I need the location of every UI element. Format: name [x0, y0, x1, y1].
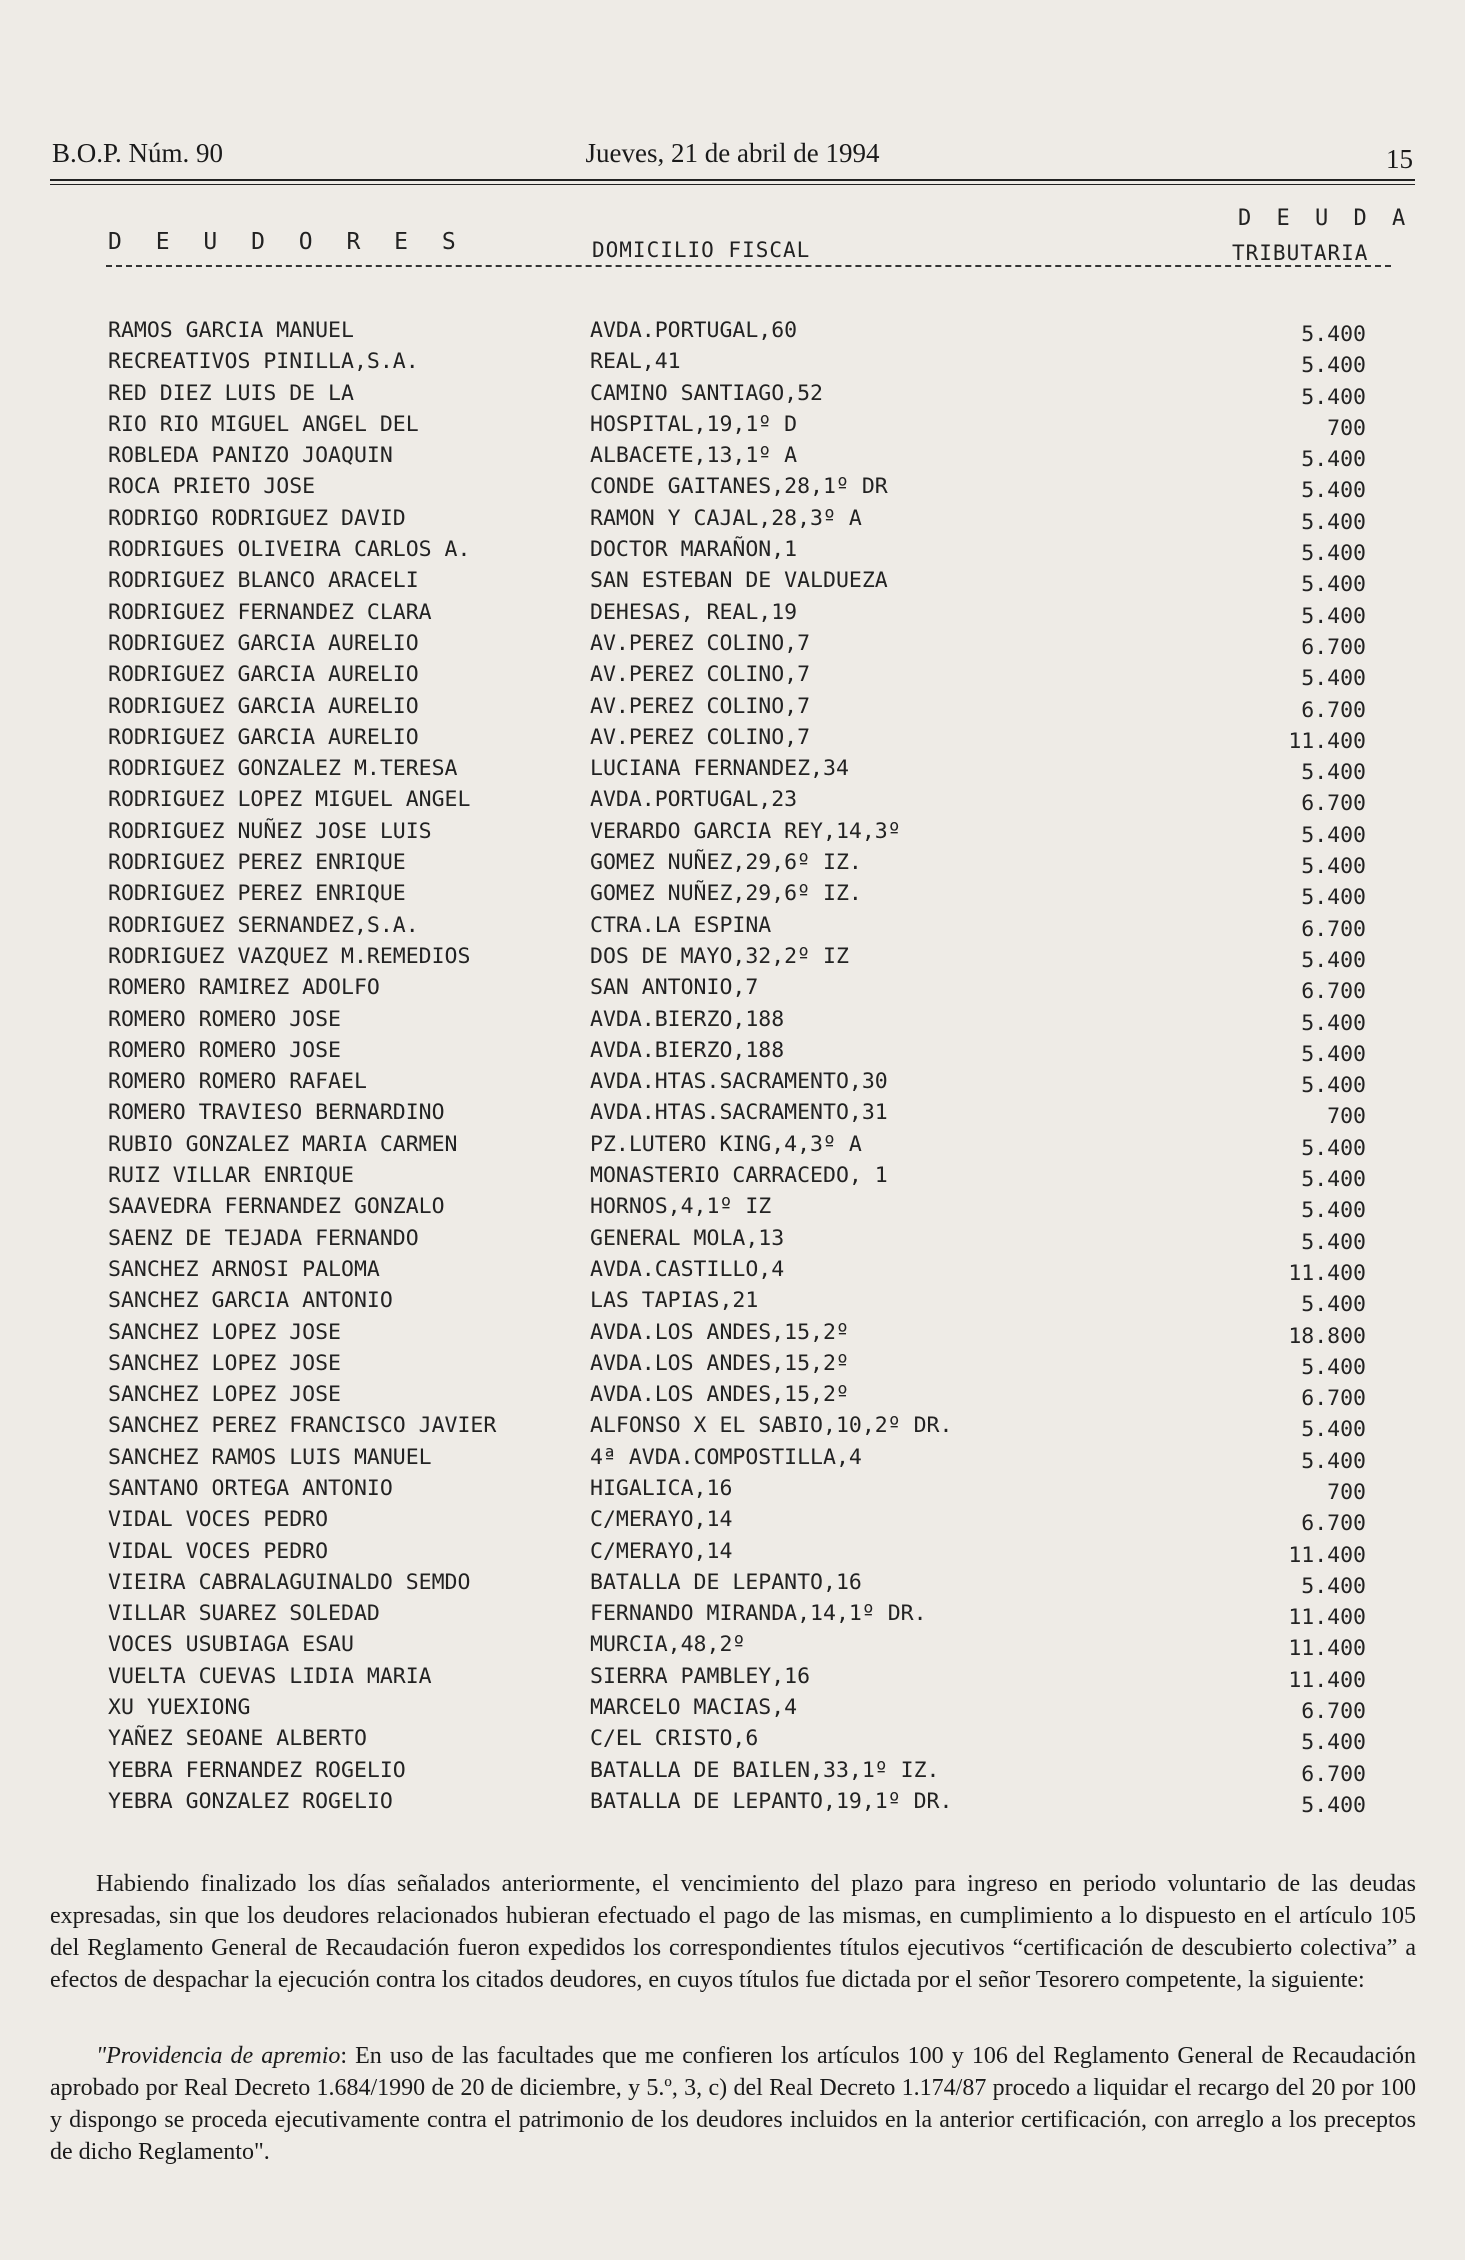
table-row [108, 818, 1366, 850]
debt-amount: 11.400 [1288, 1667, 1366, 1693]
debt-amount: 11.400 [1288, 1542, 1366, 1568]
debtor-address: AVDA.LOS ANDES,15,2º [590, 1350, 849, 1376]
debtor-address: C/MERAYO,14 [590, 1507, 733, 1533]
debtor-name: SANCHEZ PEREZ FRANCISCO JAVIER [108, 1413, 497, 1439]
debt-amount: 5.400 [1301, 1229, 1366, 1255]
debtor-address: HIGALICA,16 [590, 1475, 733, 1501]
debtor-name: RODRIGUEZ PEREZ ENRIQUE [108, 881, 406, 907]
debt-amount: 5.400 [1301, 1292, 1366, 1318]
table-row [108, 1037, 1366, 1069]
debt-amount: 6.700 [1301, 1386, 1366, 1412]
debtor-address: LAS TAPIAS,21 [590, 1288, 759, 1314]
debtor-address: MONASTERIO CARRACEDO, 1 [590, 1163, 888, 1189]
table-row [108, 474, 1366, 505]
table-row [108, 1100, 1366, 1131]
debt-amount: 5.400 [1301, 1135, 1366, 1161]
debtor-table [108, 318, 1366, 1820]
debt-amount: 11.400 [1288, 1605, 1366, 1631]
debtor-address: VERARDO GARCIA REY,14,3º [590, 818, 901, 844]
table-row [108, 1475, 1366, 1507]
debtor-name: RODRIGUEZ VAZQUEZ M.REMEDIOS [108, 943, 471, 969]
debtor-address: AVDA.BIERZO,188 [590, 1006, 785, 1032]
debtor-address: PZ.LUTERO KING,4,3º A [590, 1131, 862, 1157]
debtor-address: AV.PEREZ COLINO,7 [590, 630, 811, 656]
table-row [108, 318, 1366, 349]
debtor-name: RODRIGUEZ FERNANDEZ CLARA [108, 599, 432, 625]
debtor-address: C/MERAYO,14 [590, 1538, 733, 1564]
debt-amount: 5.400 [1301, 1167, 1366, 1193]
debtor-name: RUIZ VILLAR ENRIQUE [108, 1163, 354, 1189]
debtor-address: 4ª AVDA.COMPOSTILLA,4 [590, 1444, 862, 1470]
debtor-address: BATALLA DE LEPANTO,19,1º DR. [590, 1788, 953, 1814]
debtor-address: LUCIANA FERNANDEZ,34 [590, 756, 849, 782]
table-row [108, 1225, 1366, 1257]
debt-amount: 5.400 [1301, 509, 1366, 535]
table-row [108, 1601, 1366, 1632]
debtor-address: AV.PEREZ COLINO,7 [590, 693, 811, 719]
debtor-name: RODRIGUEZ GONZALEZ M.TERESA [108, 756, 458, 782]
debt-amount: 6.700 [1301, 791, 1366, 817]
debt-amount: 5.400 [1301, 384, 1366, 410]
debtor-address: AVDA.PORTUGAL,60 [590, 318, 798, 343]
table-row [108, 1069, 1366, 1100]
debtor-name: RODRIGUEZ GARCIA AURELIO [108, 724, 419, 750]
debt-amount: 5.400 [1301, 666, 1366, 692]
debt-amount: 5.400 [1301, 1010, 1366, 1036]
debt-amount: 5.400 [1301, 478, 1366, 504]
debtor-name: RODRIGUEZ BLANCO ARACELI [108, 568, 419, 594]
header-rule-thin [50, 184, 1415, 185]
debtor-name: RODRIGO RODRIGUEZ DAVID [108, 505, 406, 531]
debt-amount: 5.400 [1301, 854, 1366, 880]
debtor-address: AV.PEREZ COLINO,7 [590, 724, 811, 750]
debt-amount: 5.400 [1301, 322, 1366, 347]
debtor-address: GOMEZ NUÑEZ,29,6º IZ. [590, 850, 862, 876]
table-row [108, 568, 1366, 599]
debtor-name: VUELTA CUEVAS LIDIA MARIA [108, 1663, 432, 1689]
debtor-address: AVDA.HTAS.SACRAMENTO,31 [590, 1100, 888, 1126]
debtor-address: BATALLA DE BAILEN,33,1º IZ. [590, 1757, 940, 1783]
debt-amount: 6.700 [1301, 697, 1366, 723]
debtor-name: ROMERO TRAVIESO BERNARDINO [108, 1100, 445, 1126]
debtor-name: ROMERO ROMERO RAFAEL [108, 1069, 367, 1095]
debtor-address: REAL,41 [590, 349, 681, 375]
debt-amount: 5.400 [1301, 353, 1366, 379]
debt-amount: 6.700 [1301, 1761, 1366, 1787]
table-row [108, 1507, 1366, 1538]
debtor-address: MURCIA,48,2º [590, 1632, 746, 1658]
debtor-name: ROBLEDA PANIZO JOAQUIN [108, 443, 393, 469]
debtor-name: SANCHEZ LOPEZ JOSE [108, 1350, 341, 1376]
debtor-name: RODRIGUES OLIVEIRA CARLOS A. [108, 537, 471, 563]
debt-amount: 18.800 [1288, 1323, 1366, 1349]
table-row [108, 443, 1366, 474]
debt-amount: 5.400 [1301, 1198, 1366, 1224]
table-row [108, 881, 1366, 912]
table-row [108, 662, 1366, 693]
debtor-name: YEBRA GONZALEZ ROGELIO [108, 1788, 393, 1814]
debtor-name: RAMOS GARCIA MANUEL [108, 318, 354, 343]
debtor-address: CAMINO SANTIAGO,52 [590, 380, 823, 406]
debtor-address: ALBACETE,13,1º A [590, 443, 798, 469]
table-row [108, 1757, 1366, 1789]
debtor-address: GOMEZ NUÑEZ,29,6º IZ. [590, 881, 862, 907]
debt-amount: 6.700 [1301, 1699, 1366, 1725]
debtor-name: RODRIGUEZ NUÑEZ JOSE LUIS [108, 818, 432, 844]
debtor-name: ROMERO ROMERO JOSE [108, 1006, 341, 1032]
debtor-address: BATALLA DE LEPANTO,16 [590, 1569, 862, 1595]
providencia-text: : En uso de las facultades que me confieren los artículos 100 y 106 del Reglamento General de Recaudación aprobado por Real Decreto 1.684/1990 de 20 de diciembre, y 5.º, 3, c) del Real Decreto 1.174/87 procedo a liquidar el recargo del 20 por 100 y dispongo se proceda ejecutivamente contra el patrimonio de los deudores incluidos en la anterior certificación, con arreglo a los preceptos de dicho Reglamento". [50, 2043, 1417, 2165]
debtor-address: MARCELO MACIAS,4 [590, 1695, 798, 1721]
debt-amount: 5.400 [1301, 1041, 1366, 1067]
table-row [108, 1163, 1366, 1194]
debtor-name: RODRIGUEZ GARCIA AURELIO [108, 662, 419, 688]
debt-amount: 5.400 [1301, 572, 1366, 598]
debt-amount: 5.400 [1301, 1792, 1366, 1818]
table-row [108, 1726, 1366, 1757]
page-header [52, 138, 1413, 178]
debtor-address: DOS DE MAYO,32,2º IZ [590, 943, 849, 969]
debtor-name: VIEIRA CABRALAGUINALDO SEMDO [108, 1569, 471, 1595]
table-row [108, 1350, 1366, 1382]
table-row [108, 1194, 1366, 1225]
table-row [108, 380, 1366, 412]
debtor-name: SANCHEZ GARCIA ANTONIO [108, 1288, 393, 1314]
debtor-name: VOCES USUBIAGA ESAU [108, 1632, 354, 1658]
debt-amount: 5.400 [1301, 1073, 1366, 1099]
table-row [108, 411, 1366, 443]
table-row [108, 1006, 1366, 1038]
debtor-name: SANCHEZ LOPEZ JOSE [108, 1382, 341, 1408]
debtor-address: HOSPITAL,19,1º D [590, 411, 798, 437]
debtor-address: FERNANDO MIRANDA,14,1º DR. [590, 1601, 927, 1627]
table-row [108, 912, 1366, 944]
debtor-address: CTRA.LA ESPINA [590, 912, 772, 938]
closing-paragraph: Habiendo finalizado los días señalados anteriormente, el vencimiento del plazo para ingreso en periodo voluntario de las deudas expresadas, sin que los deudores relacionados hubieran efectuado el pago de las mismas, en cumplimiento a lo dispuesto en el artículo 105 del Reglamento General de Recaudación fueron expedidos los correspondientes títulos ejecutivos “certificación de descubierto colectiva” a efectos de despachar la ejecución contra los citados deudores, en cuyos títulos fue dictada por el señor Tesorero competente, la siguiente: [50, 1871, 1416, 1993]
publication-label: B.O.P. Núm. 90 [52, 138, 224, 168]
debtor-address: C/EL CRISTO,6 [590, 1726, 759, 1752]
column-header-deuda: D E U D A [1238, 206, 1412, 231]
debtor-name: RODRIGUEZ GARCIA AURELIO [108, 630, 419, 656]
debt-amount: 5.400 [1301, 822, 1366, 848]
debtor-address: SIERRA PAMBLEY,16 [590, 1663, 811, 1689]
debt-amount: 5.400 [1301, 760, 1366, 786]
debtor-address: AVDA.PORTUGAL,23 [590, 787, 798, 813]
debt-amount: 5.400 [1301, 1730, 1366, 1756]
debtor-name: RUBIO GONZALEZ MARIA CARMEN [108, 1131, 458, 1157]
debt-amount: 11.400 [1288, 1636, 1366, 1662]
debtor-address: SAN ANTONIO,7 [590, 975, 759, 1001]
table-row [108, 1256, 1366, 1288]
table-row [108, 756, 1366, 787]
debtor-name: SANCHEZ RAMOS LUIS MANUEL [108, 1444, 432, 1470]
debtor-name: RODRIGUEZ LOPEZ MIGUEL ANGEL [108, 787, 471, 813]
column-header-deudores: D E U D O R E S [108, 229, 466, 255]
debt-amount: 6.700 [1301, 916, 1366, 942]
debtor-name: RIO RIO MIGUEL ANGEL DEL [108, 411, 419, 437]
header-rule [50, 179, 1415, 181]
debtor-address: SAN ESTEBAN DE VALDUEZA [590, 568, 888, 594]
debtor-name: SAENZ DE TEJADA FERNANDO [108, 1225, 419, 1251]
debt-amount: 5.400 [1301, 947, 1366, 973]
debtor-name: VIDAL VOCES PEDRO [108, 1538, 329, 1564]
debt-amount: 6.700 [1301, 979, 1366, 1005]
debtor-name: ROMERO RAMIREZ ADOLFO [108, 975, 380, 1001]
debtor-address: HORNOS,4,1º IZ [590, 1194, 772, 1220]
table-row [108, 1131, 1366, 1163]
debtor-name: RODRIGUEZ PEREZ ENRIQUE [108, 850, 406, 876]
table-row [108, 537, 1366, 568]
table-row [108, 349, 1366, 380]
debtor-name: XU YUEXIONG [108, 1695, 251, 1721]
debtor-name: VILLAR SUAREZ SOLEDAD [108, 1601, 380, 1627]
debtor-address: AVDA.BIERZO,188 [590, 1037, 785, 1063]
column-header-tributaria: TRIBUTARIA [1232, 241, 1369, 265]
issue-date: Jueves, 21 de abril de 1994 [585, 138, 880, 168]
debtor-name: RODRIGUEZ GARCIA AURELIO [108, 693, 419, 719]
debt-amount: 5.400 [1301, 1573, 1366, 1599]
debt-amount: 6.700 [1301, 634, 1366, 660]
table-row [108, 1413, 1366, 1444]
debtor-address: AVDA.LOS ANDES,15,2º [590, 1382, 849, 1408]
table-row [108, 1569, 1366, 1601]
debtor-address: AVDA.CASTILLO,4 [590, 1256, 785, 1282]
debt-amount: 5.400 [1301, 603, 1366, 629]
debtor-name: SANTANO ORTEGA ANTONIO [108, 1475, 393, 1501]
table-row [108, 505, 1366, 537]
debtor-name: SANCHEZ LOPEZ JOSE [108, 1319, 341, 1345]
debt-amount: 5.400 [1301, 447, 1366, 473]
page-number: 15 [1386, 144, 1413, 174]
debtor-name: YEBRA FERNANDEZ ROGELIO [108, 1757, 406, 1783]
debt-amount: 700 [1327, 1479, 1366, 1505]
table-row [108, 787, 1366, 818]
column-header-domicilio: DOMICILIO FISCAL [592, 238, 811, 262]
debtor-name: ROCA PRIETO JOSE [108, 474, 316, 500]
debtor-address: RAMON Y CAJAL,28,3º A [590, 505, 862, 531]
debtor-address: DOCTOR MARAÑON,1 [590, 537, 798, 563]
debtor-name: SAAVEDRA FERNANDEZ GONZALO [108, 1194, 445, 1220]
table-row [108, 630, 1366, 662]
debt-amount: 11.400 [1288, 1260, 1366, 1286]
debt-amount: 700 [1327, 1104, 1366, 1130]
debt-amount: 5.400 [1301, 1448, 1366, 1474]
debtor-name: YAÑEZ SEOANE ALBERTO [108, 1726, 367, 1752]
table-row [108, 1538, 1366, 1570]
debt-amount: 700 [1327, 415, 1366, 441]
debt-amount: 5.400 [1301, 1417, 1366, 1443]
table-row [108, 599, 1366, 631]
table-row [108, 1632, 1366, 1663]
table-row [108, 1288, 1366, 1319]
table-row [108, 693, 1366, 725]
providencia-title: "Providencia de apremio [96, 2043, 341, 2069]
debtor-name: RECREATIVOS PINILLA,S.A. [108, 349, 419, 375]
debtor-address: AVDA.HTAS.SACRAMENTO,30 [590, 1069, 888, 1095]
table-row [108, 1663, 1366, 1695]
providencia-paragraph [50, 2040, 1416, 2168]
debtor-name: ROMERO ROMERO JOSE [108, 1037, 341, 1063]
table-row [108, 724, 1366, 756]
debt-amount: 11.400 [1288, 728, 1366, 754]
debtor-address: ALFONSO X EL SABIO,10,2º DR. [590, 1413, 953, 1439]
debt-amount: 5.400 [1301, 885, 1366, 911]
table-row [108, 1695, 1366, 1726]
table-row [108, 1382, 1366, 1413]
table-header-divider [106, 265, 1391, 267]
debtor-name: RED DIEZ LUIS DE LA [108, 380, 354, 406]
table-row [108, 1319, 1366, 1351]
debtor-name: SANCHEZ ARNOSI PALOMA [108, 1256, 380, 1282]
debtor-address: GENERAL MOLA,13 [590, 1225, 785, 1251]
debtor-address: AV.PEREZ COLINO,7 [590, 662, 811, 688]
table-row [108, 1788, 1366, 1820]
debt-amount: 5.400 [1301, 1354, 1366, 1380]
debtor-address: AVDA.LOS ANDES,15,2º [590, 1319, 849, 1345]
table-row [108, 1444, 1366, 1476]
debtor-address: CONDE GAITANES,28,1º DR [590, 474, 888, 500]
debtor-name: VIDAL VOCES PEDRO [108, 1507, 329, 1533]
debt-amount: 5.400 [1301, 541, 1366, 567]
debtor-name: RODRIGUEZ SERNANDEZ,S.A. [108, 912, 419, 938]
debt-amount: 6.700 [1301, 1511, 1366, 1537]
table-row [108, 943, 1366, 975]
debtor-address: DEHESAS, REAL,19 [590, 599, 798, 625]
table-row [108, 975, 1366, 1006]
table-row [108, 850, 1366, 881]
